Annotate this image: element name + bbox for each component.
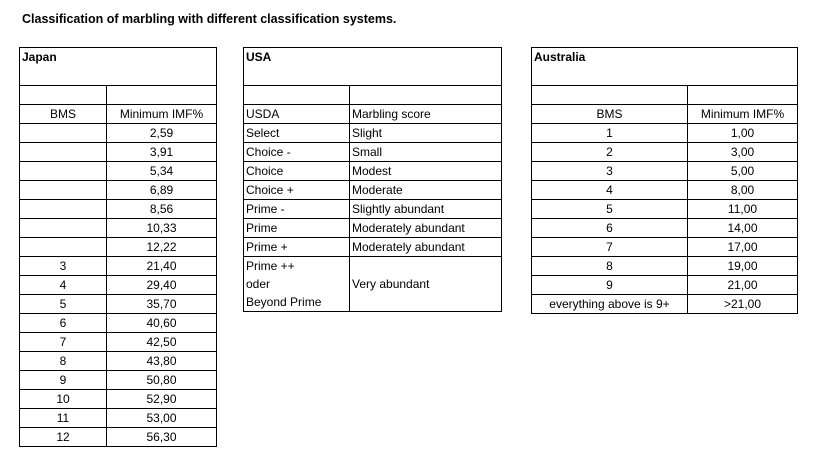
japan-table-body [20,124,217,447]
page-title: Classification of marbling with different classification systems. [22,12,397,26]
table-row [20,371,217,390]
japan-cell-col1: 10,33 [107,219,217,238]
usa-cell-col0: Prime [244,219,350,238]
japan-header-row [20,48,217,86]
japan-cell-col0 [20,219,107,238]
australia-cell-col1: 8,00 [688,181,798,200]
japan-cell-col1: 35,70 [107,295,217,314]
japan-col-bms: BMS [20,105,107,124]
japan-cell-col1: 43,80 [107,352,217,371]
australia-col-bms: BMS [532,105,688,124]
australia-column-headers [532,105,798,124]
australia-cell-col0: 2 [532,143,688,162]
table-row [20,200,217,219]
table-row [20,276,217,295]
australia-cell-col1: 21,00 [688,276,798,295]
japan-cell-col0: 9 [20,371,107,390]
australia-cell-col1: 5,00 [688,162,798,181]
table-row [20,143,217,162]
australia-cell-col1: 19,00 [688,257,798,276]
japan-cell-col0: 3 [20,257,107,276]
australia-cell-col0: 3 [532,162,688,181]
table-row [20,181,217,200]
table-row [532,200,798,219]
table-row [20,390,217,409]
japan-cell-col1: 56,30 [107,428,217,447]
table-row [244,238,502,257]
japan-cell-col0: 6 [20,314,107,333]
japan-cell-col1: 21,40 [107,257,217,276]
table-row [20,352,217,371]
japan-cell-col0 [20,143,107,162]
table-row [244,181,502,200]
usa-score-cell: Very abundant [350,257,502,312]
japan-cell-col1: 50,80 [107,371,217,390]
table-row [244,162,502,181]
japan-cell-col0: 10 [20,390,107,409]
table-row [532,162,798,181]
japan-cell-col0: 7 [20,333,107,352]
usa-cell-col0: Select [244,124,350,143]
japan-cell-col0: 11 [20,409,107,428]
table-row [20,428,217,447]
japan-table-title: Japan [20,48,217,86]
table-row [532,295,798,314]
usa-table-body [244,124,502,257]
table-row [20,295,217,314]
japan-cell-col0: 4 [20,276,107,295]
australia-cell-col1: 14,00 [688,219,798,238]
usa-cell-col1: Moderate [350,181,502,200]
japan-cell-col1: 42,50 [107,333,217,352]
usa-cell-col0: Prime + [244,238,350,257]
japan-cell-col0 [20,238,107,257]
australia-table [531,47,798,314]
table-row [244,219,502,238]
table-row [20,219,217,238]
japan-cell-col0 [20,162,107,181]
table-row [532,219,798,238]
japan-cell-col1: 52,90 [107,390,217,409]
usa-header-row [244,48,502,86]
table-row [244,124,502,143]
usa-grade-cell: Prime ++ [244,257,350,276]
table-row [20,238,217,257]
australia-table-title: Australia [532,48,798,86]
japan-cell-col1: 53,00 [107,409,217,428]
table-row [20,162,217,181]
table-row [20,409,217,428]
table-row [20,314,217,333]
usa-cell-col0: Choice + [244,181,350,200]
australia-cell-col0: everything above is 9+ [532,295,688,314]
australia-header-row [532,48,798,86]
table-row [20,257,217,276]
japan-cell-col1: 8,56 [107,200,217,219]
usa-cell-col0: Choice - [244,143,350,162]
table-row [532,238,798,257]
japan-cell-col1: 29,40 [107,276,217,295]
japan-cell-col0 [20,200,107,219]
japan-cell-col0: 12 [20,428,107,447]
table-row [532,257,798,276]
australia-cell-col0: 5 [532,200,688,219]
australia-cell-col0: 1 [532,124,688,143]
japan-cell-col0: 5 [20,295,107,314]
usa-col-usda: USDA [244,105,350,124]
usa-cell-col1: Slight [350,124,502,143]
usa-cell-col1: Moderately abundant [350,238,502,257]
australia-col-imf: Minimum IMF% [688,105,798,124]
usa-cell-col1: Small [350,143,502,162]
australia-cell-col1: 1,00 [688,124,798,143]
usa-grade-cell: Beyond Prime [244,293,350,312]
australia-cell-col0: 9 [532,276,688,295]
japan-cell-col1: 12,22 [107,238,217,257]
japan-cell-col0: 8 [20,352,107,371]
australia-cell-col0: 8 [532,257,688,276]
japan-cell-col1: 2,59 [107,124,217,143]
usa-cell-col1: Modest [350,162,502,181]
japan-cell-col1: 6,89 [107,181,217,200]
australia-cell-col0: 7 [532,238,688,257]
usa-column-headers [244,105,502,124]
australia-cell-col1: 3,00 [688,143,798,162]
usa-cell-col0: Prime - [244,200,350,219]
australia-cell-col1: >21,00 [688,295,798,314]
usa-grade-cell: oder [244,275,350,293]
australia-cell-col0: 4 [532,181,688,200]
table-row [20,333,217,352]
australia-cell-col0: 6 [532,219,688,238]
table-row [244,200,502,219]
usa-cell-col0: Choice [244,162,350,181]
table-row [532,276,798,295]
table-row [244,257,502,276]
australia-cell-col1: 17,00 [688,238,798,257]
japan-cell-col0 [20,124,107,143]
table-row [532,181,798,200]
japan-cell-col0 [20,181,107,200]
japan-cell-col1: 5,34 [107,162,217,181]
table-row [20,124,217,143]
australia-table-body [532,124,798,314]
australia-cell-col1: 11,00 [688,200,798,219]
table-row [532,143,798,162]
japan-cell-col1: 40,60 [107,314,217,333]
usa-cell-col1: Slightly abundant [350,200,502,219]
usa-table-title: USA [244,48,502,86]
usa-table [243,47,502,312]
table-row [532,124,798,143]
japan-column-headers [20,105,217,124]
usa-col-marbling: Marbling score [350,105,502,124]
usa-cell-col1: Moderately abundant [350,219,502,238]
table-row [244,143,502,162]
japan-cell-col1: 3,91 [107,143,217,162]
japan-table [19,47,217,447]
japan-col-imf: Minimum IMF% [107,105,217,124]
